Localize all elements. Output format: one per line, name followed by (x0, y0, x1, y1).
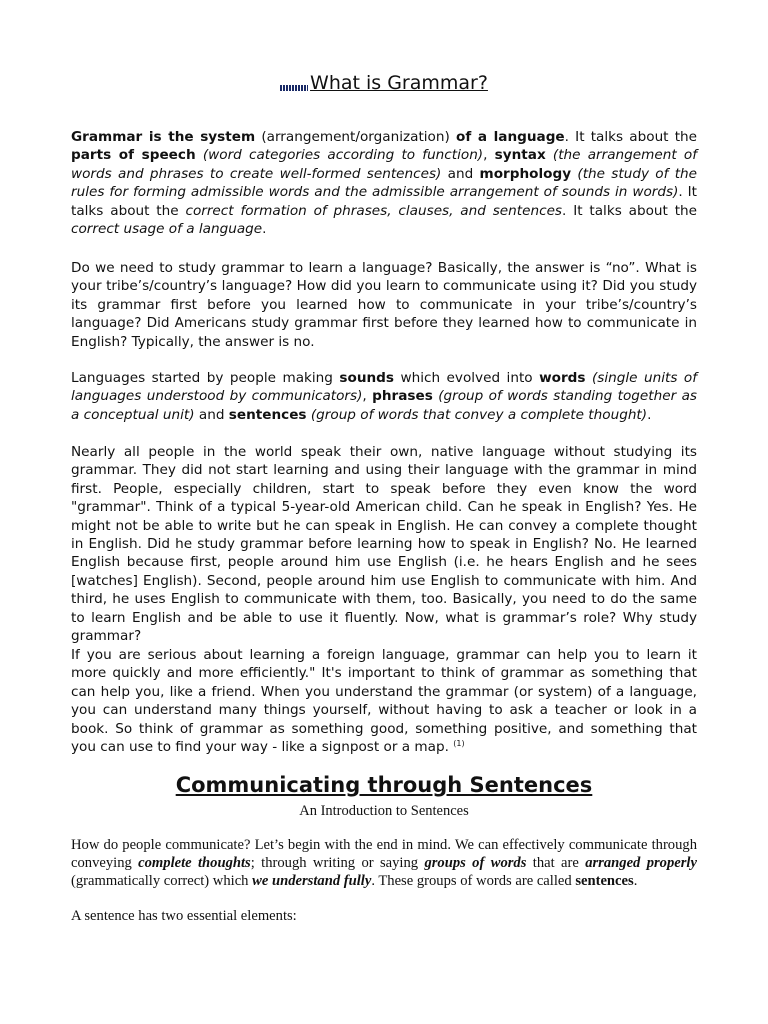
page-title (0, 72, 768, 94)
section-subtitle: An Introduction to Sentences (299, 803, 469, 819)
section-title: Communicating through Sentences (175, 773, 593, 797)
paragraph-how-communicate: How do people communicate? Let’s begin with the end in mind. We can effectively communicate through conveying complete thoughts; through writing or saying groups of words that are arranged properly (grammatically correct) which we understand fully. These groups of words are called sentences. (71, 837, 697, 889)
footnote-reference: (1) (453, 739, 465, 749)
paragraph-native-language: Nearly all people in the world speak their own, native language without studying its grammar. They did not start learning and using their language with the grammar in mind first. People, especially children, start to speak before they even know the word "grammar". Think of a typical 5-year-old American child. Can he speak in English? Yes. He might not be able to write but he can speak in English. He can convey a complete thought in English. Did he study grammar before learning how to speak in English? No. He learned English because first, people around him use English (i.e. he hears English and he sees [watches] English). Second, people around him use English to communicate with him. And third, he uses English to communicate with them, too. Basically, you need to do the same to learn English and be able to use it fluently. Now, what is grammar’s role? Why study grammar? (71, 444, 697, 645)
paragraph-sentence-elements: A sentence has two essential elements: (71, 908, 297, 924)
paragraph-language-origins: Languages started by people making sounds which evolved into words (single units of languages understood by communicators), phrases (group of words standing together as a conceptual unit) and sentences (group of words that convey a complete thought). (71, 370, 697, 423)
paragraph-need-grammar: Do we need to study grammar to learn a language? Basically, the answer is “no”. What is your tribe’s/country’s language? How did you learn to communicate using it? Did you study its grammar first before you learned how to communicate in your tribe’s/country’s language? Did Americans study grammar first before they learned how to communicate in English? Typically, the answer is no. (71, 260, 697, 350)
page-title-text: What is Grammar? (310, 72, 488, 94)
paragraph-foreign-language: If you are serious about learning a foreign language, grammar can help you to learn it more quickly and more efficiently." It's important to think of grammar as something that can help you, like a friend. When you understand the grammar (or system) of a language, you can understand many things yourself, without having to ask a teacher or look in a book. So think of grammar as something good, something positive, and something that you can use to find your way - like a signpost or a map. $^{(1)}$ (71, 647, 697, 756)
bookmark-marker-icon (280, 85, 308, 91)
paragraph-grammar-definition: Grammar is the system (arrangement/organization) of a language. It talks about the parts of speech (word categories according to function), syntax (the arrangement of words and phrases to create well-formed sentences) and morphology (the study of the rules for forming admissible words and the admissible arrangement of sounds in words). It talks about the correct formation of phrases, clauses, and sentences. It talks about the correct usage of a language. (71, 129, 698, 238)
